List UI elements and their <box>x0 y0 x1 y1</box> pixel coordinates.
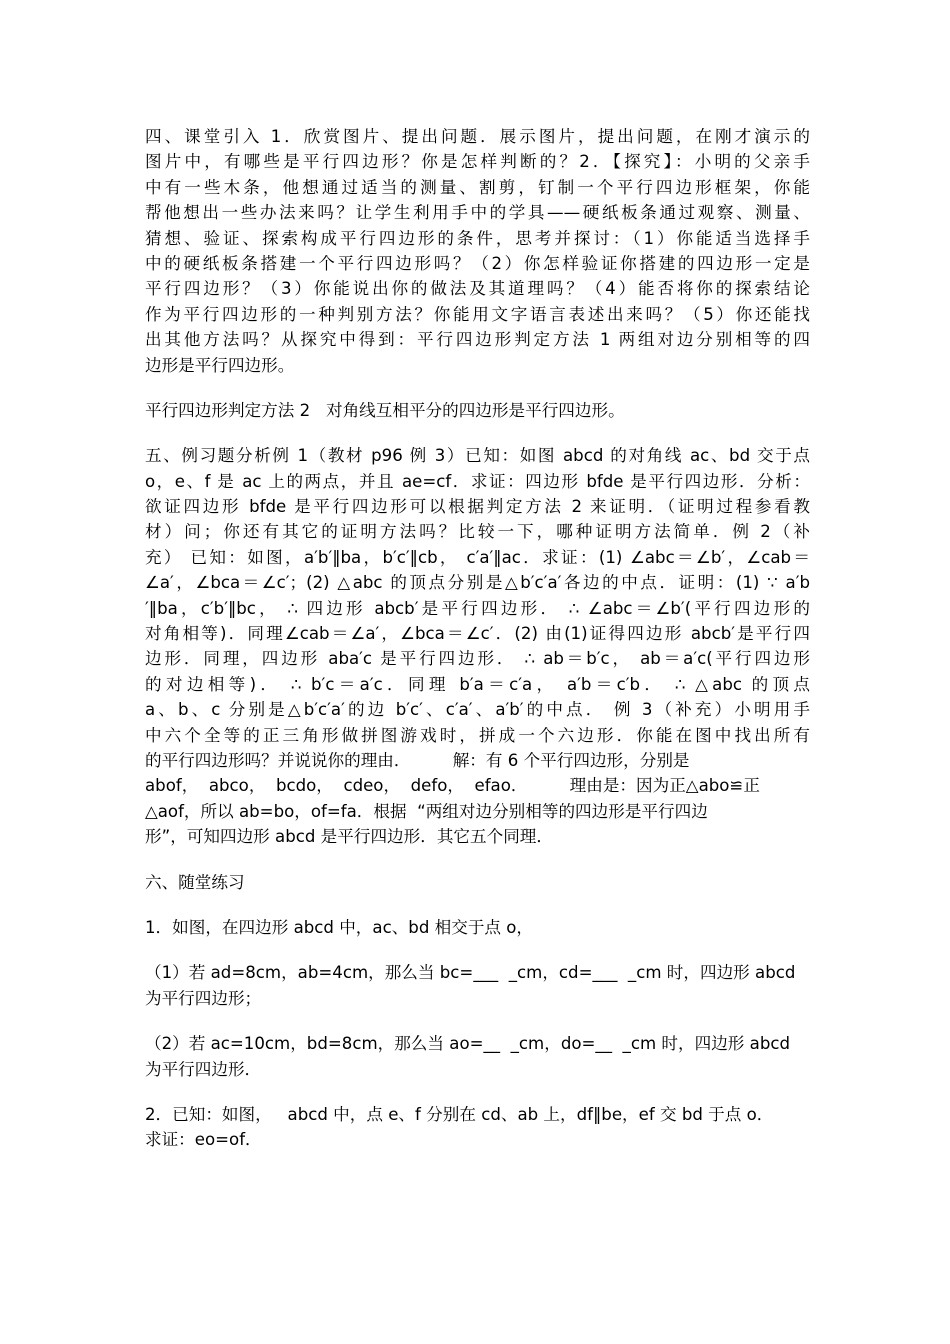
section-5-example-analysis <box>145 443 810 849</box>
text-line: 四、课堂引入 1．欣赏图片、提出问题．展示图片，提出问题，在刚才演示的 <box>145 127 810 146</box>
exercise-2 <box>145 1102 810 1153</box>
method-2-paragraph <box>145 398 810 423</box>
text-line: 为平行四边形． <box>145 1059 262 1079</box>
text-line: 2．已知：如图， abcd 中，点 e、f 分别在 cd、ab 上，df‖be，ef 交 bd 于点 o． <box>145 1104 774 1124</box>
text-line: 作为平行四边形的一种判别方法？你能用文字语言表述出来吗？（5）你还能找 <box>145 304 810 324</box>
text-line: 材）问；你还有其它的证明方法吗？比较一下，哪种证明方法简单．例 2（补 <box>145 522 810 542</box>
text-line: 求证：eo=of． <box>145 1130 262 1150</box>
text-line: 猜想、验证、探索构成平行四边形的条件，思考并探讨：（1）你能适当选择手 <box>145 228 810 248</box>
text-line: 边形．同理，四边形 aba′c 是平行四边形． ∴ ab＝b′c， ab＝a′c(平行四边形 <box>145 649 810 669</box>
text-line: （1）若 ad=8cm，ab=4cm，那么当 bc=___ _cm，cd=___ _cm 时，四边形 abcd <box>145 963 796 983</box>
text-line: o，e、f 是 ac 上的两点，并且 ae=cf．求证：四边形 bfde 是平行四边形．分析： <box>145 471 810 491</box>
section-6-title <box>145 870 810 895</box>
text-line: 平行四边形判定方法 2 对角线互相平分的四边形是平行四边形。 <box>145 400 625 420</box>
text-line: 平行四边形？（3）你能说出你的做法及其道理吗？（4）能否将你的探索结论 <box>145 279 810 299</box>
text-line: 出其他方法吗？从探究中得到：平行四边形判定方法 1 两组对边分别相等的四 <box>145 330 810 350</box>
text-line: 边形是平行四边形。 <box>145 355 295 375</box>
text-line: 中六个全等的正三角形做拼图游戏时，拼成一个六边形．你能在图中找出所有 <box>145 725 810 745</box>
text-line: 五、例习题分析例 1（教材 p96 例 3）已知：如图 abcd 的对角线 ac、bd 交于点 <box>145 446 810 466</box>
text-line: 为平行四边形； <box>145 988 262 1008</box>
text-line: 形”，可知四边形 abcd 是平行四边形．其它五个同理． <box>145 827 553 847</box>
text-line: 帮他想出一些办法来吗？让学生利用手中的学具——硬纸板条通过观察、测量、 <box>145 203 810 223</box>
text-line: 的平行四边形吗？并说说你的理由． 解：有 6 个平行四边形，分别是 <box>145 750 690 770</box>
text-line: △aof，所以 ab=bo，of=fa．根据 “两组对边分别相等的四边形是平行四边 <box>145 801 708 821</box>
text-line: 对角相等)．同理∠cab＝∠a′，∠bca＝∠c′．(2) 由(1)证得四边形 abcb′是平行四 <box>145 624 810 644</box>
text-line: 中有一些木条，他想通过适当的测量、割剪，钉制一个平行四边形框架，你能 <box>145 177 810 197</box>
section-heading: 六、随堂练习 <box>145 872 245 892</box>
text-line: 充） 已知：如图，a′b′‖ba，b′c′‖cb， c′a′‖ac．求证：(1) ∠abc＝∠b′，∠cab＝ <box>145 547 810 567</box>
exercise-1-part-1 <box>145 960 810 1011</box>
text-line: ∠a′，∠bca＝∠c′；(2) △abc 的顶点分别是△b′c′a′各边的中点．证明：(1) ∵ a′b <box>145 573 810 593</box>
text-line: 中的硬纸板条搭建一个平行四边形吗？（2）你怎样验证你搭建的四边形一定是 <box>145 253 810 273</box>
exercise-1-intro <box>145 915 810 940</box>
text-line: 欲证四边形 bfde 是平行四边形可以根据判定方法 2 来证明．（证明过程参看教 <box>145 497 810 517</box>
text-line: ′‖ba，c′b′‖bc， ∴ 四边形 abcb′是平行四边形． ∴ ∠abc＝∠b′(平行四边形的 <box>145 598 810 618</box>
text-line: （2）若 ac=10cm，bd=8cm，那么当 ao=__ _cm，do=__ _cm 时，四边形 abcd <box>145 1034 791 1054</box>
text-line: 图片中，有哪些是平行四边形？你是怎样判断的？2．【探究】：小明的父亲手 <box>145 152 810 172</box>
text-line: 的对边相等)． ∴ b′c＝a′c．同理 b′a＝c′a， a′b＝c′b． ∴ △abc 的顶点 <box>145 674 810 694</box>
text-line: abof， abco， bcdo， cdeo， defo， efao． 理由是：因为正△abo≌正 <box>145 776 760 796</box>
document-body <box>145 124 810 1153</box>
text-line: 1．如图，在四边形 abcd 中，ac、bd 相交于点 o， <box>145 917 534 937</box>
section-4-classroom-introduction <box>145 124 810 378</box>
text-line: a、b、c 分别是△b′c′a′的边 b′c′、c′a′、a′b′的中点． 例 3（补充）小明用手 <box>145 700 810 720</box>
exercise-1-part-2 <box>145 1031 810 1082</box>
